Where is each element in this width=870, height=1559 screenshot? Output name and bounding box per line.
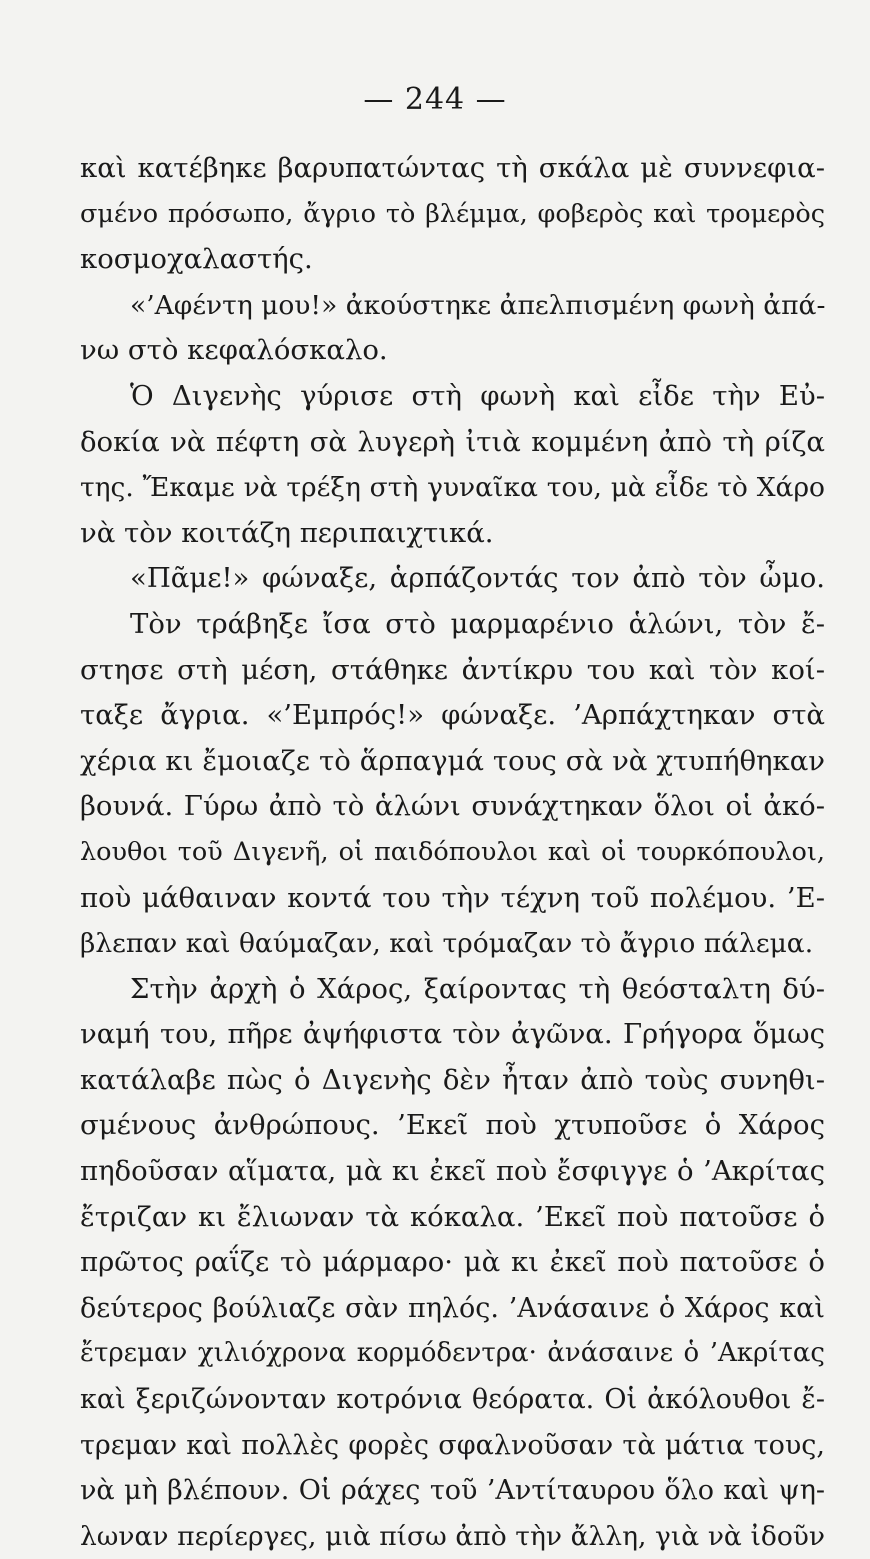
text-line: Στὴν ἀρχὴ ὁ Χάρος, ξαίροντας τὴ θεόσταλτη δύ- <box>130 972 825 1005</box>
text-line: λουθοι τοῦ Διγενῆ, οἱ παιδόπουλοι καὶ οἱ τουρκόπουλοι, <box>80 836 825 867</box>
text-line: καὶ κατέβηκε βαρυπατώντας τὴ σκάλα μὲ συννεφια- <box>80 152 825 184</box>
text-line: «’Αφέντη μου!» ἀκούστηκε ἀπελπισμένη φωνὴ ἀπά- <box>130 289 826 321</box>
text-line: Ὁ Διγενὴς γύρισε στὴ φωνὴ καὶ εἶδε τὴν Εὐ- <box>130 379 825 412</box>
page-number: — 244 — <box>363 82 507 117</box>
text-line: πρῶτος ραΐζε τὸ μάρμαρο· μὰ κι ἐκεῖ ποὺ πατοῦσε ὁ <box>80 1246 825 1279</box>
text-line: ἔτρεμαν χιλιόχρονα κορμόδεντρα· ἀνάσαινε ὁ ’Ακρίτας <box>80 1338 825 1369</box>
text-line: νω στὸ κεφαλόσκαλο. <box>80 334 388 367</box>
text-line: σμένους ἀνθρώπους. ’Εκεῖ ποὺ χτυποῦσε ὁ Χάρος <box>80 1109 825 1142</box>
text-line: ποὺ μάθαιναν κοντά του τὴν τέχνη τοῦ πολέμου. ’Ε- <box>80 881 825 914</box>
text-line: ταξε ἄγρια. «’Εμπρός!» φώναξε. ’Αρπάχτηκαν στὰ <box>80 699 825 732</box>
text-line: χέρια κι ἔμοιαζε τὸ ἅρπαγμά τους σὰ νὰ χτυπήθηκαν <box>80 744 825 777</box>
body-text <box>80 146 825 1559</box>
text-line: στησε στὴ μέση, στάθηκε ἀντίκρυ του καὶ τὸν κοί- <box>80 653 825 686</box>
text-line: νὰ μὴ βλέπουν. Οἱ ράχες τοῦ ’Αντίταυρου ὅλο καὶ ψη- <box>80 1475 825 1507</box>
text-line: βλεπαν καὶ θαύμαζαν, καὶ τρόμαζαν τὸ ἄγριο πάλεμα. <box>80 928 814 960</box>
text-line: νὰ τὸν κοιτάζη περιπαιχτικά. <box>80 516 494 549</box>
text-line: «Πᾶμε!» φώναξε, ἁρπάζοντάς τον ἀπὸ τὸν ὦμο. <box>130 562 825 595</box>
text-line: καὶ ξεριζώνονταν κοτρόνια θεόρατα. Οἱ ἀκόλουθοι ἔ- <box>80 1384 825 1416</box>
text-line: τρεμαν καὶ πολλὲς φορὲς σφαλνοῦσαν τὰ μάτια τους, <box>80 1429 825 1461</box>
text-line: δεύτερος βούλιαζε σὰν πηλός. ’Ανάσαινε ὁ Χάρος καὶ <box>80 1292 825 1324</box>
text-line: πηδοῦσαν αἵματα, μὰ κι ἐκεῖ ποὺ ἔσφιγγε ὁ ’Ακρίτας <box>80 1155 825 1188</box>
text-line: λωναν περίεργες, μιὰ πίσω ἀπὸ τὴν ἄλλη, γιὰ νὰ ἰδοῦν <box>80 1520 825 1552</box>
text-line: ναμή του, πῆρε ἀψήφιστα τὸν ἀγῶνα. Γρήγορα ὅμως <box>80 1018 825 1051</box>
text-line: δοκία νὰ πέφτη σὰ λυγερὴ ἰτιὰ κομμένη ἀπὸ τὴ ρίζα <box>80 425 825 458</box>
text-line: ἔτριζαν κι ἔλιωναν τὰ κόκαλα. ’Εκεῖ ποὺ πατοῦσε ὁ <box>80 1200 825 1233</box>
text-line: κατάλαβε πὼς ὁ Διγενὴς δὲν ἦταν ἀπὸ τοὺς συνηθι- <box>80 1063 825 1096</box>
text-line: σμένο πρόσωπο, ἄγριο τὸ βλέμμα, φοβερὸς καὶ τρομερὸς <box>80 198 825 229</box>
text-line: βουνά. Γύρω ἀπὸ τὸ ἁλώνι συνάχτηκαν ὅλοι οἱ ἀκό- <box>80 790 825 823</box>
text-line: κοσμοχαλαστής. <box>80 243 313 276</box>
text-line: Τὸν τράβηξε ἴσα στὸ μαρμαρένιο ἁλώνι, τὸν ἔ- <box>130 607 825 640</box>
text-line: της. Ἔκαμε νὰ τρέξη στὴ γυναῖκα του, μὰ εἶδε τὸ Χάρο <box>80 472 825 504</box>
